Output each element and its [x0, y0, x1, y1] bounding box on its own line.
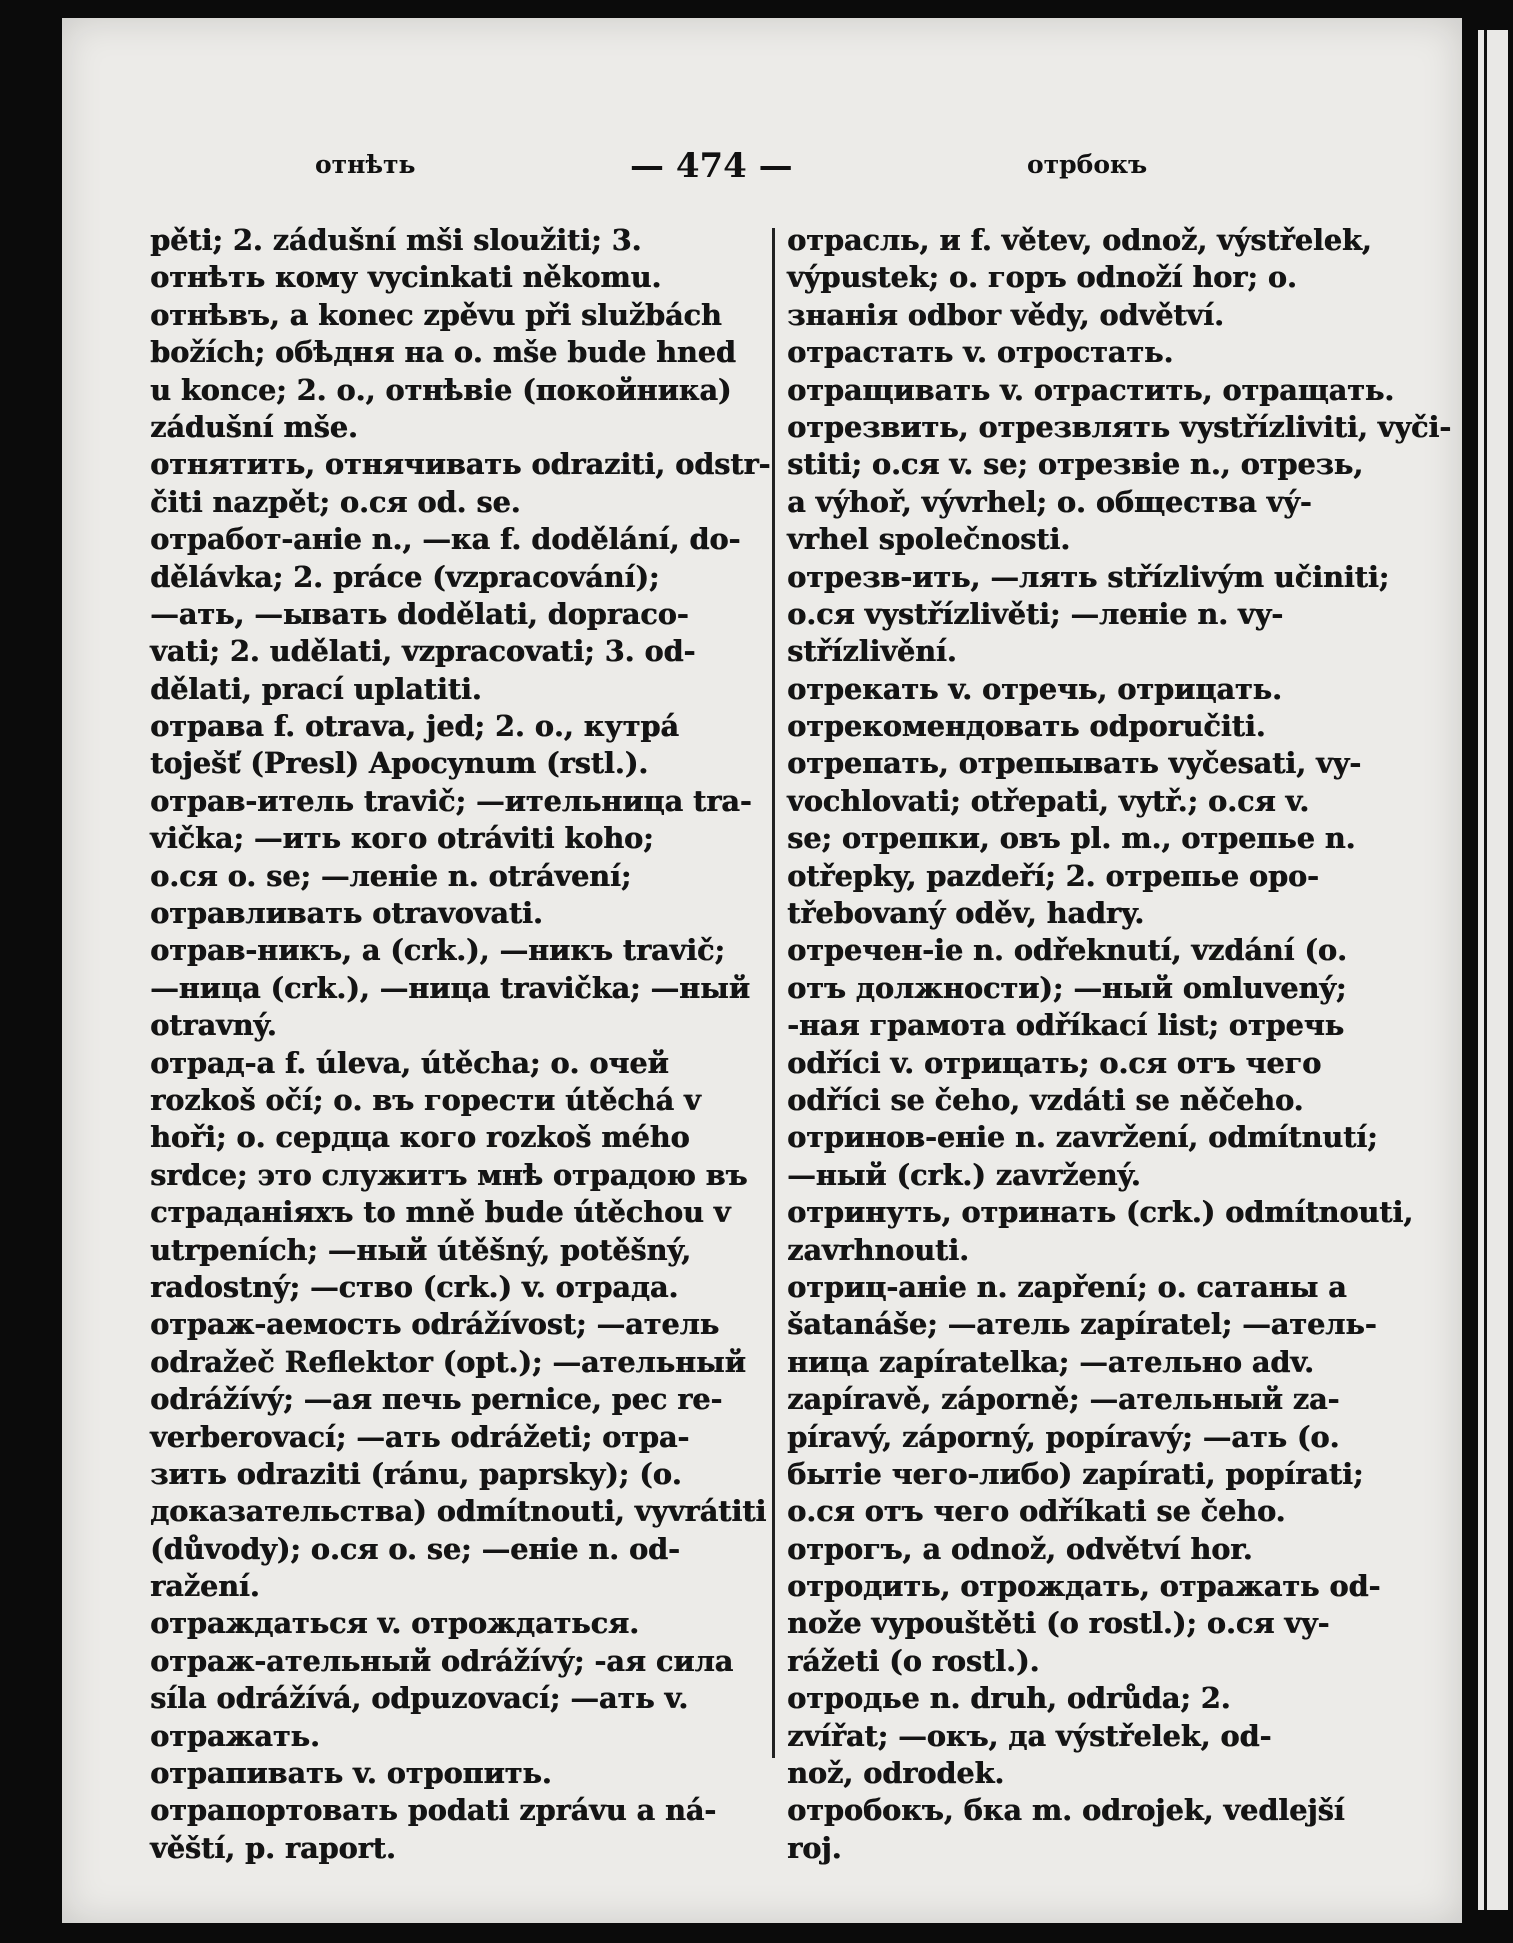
dictionary-line: radostný; —ство (crk.) v. отрада. — [150, 1269, 679, 1304]
dictionary-line: отражать. — [150, 1718, 320, 1753]
dictionary-line: отраж-аемость odrážívost; —атель — [150, 1307, 720, 1342]
dictionary-line: rážeti (o rostl.). — [787, 1643, 1040, 1678]
dictionary-line: božích; обѣдня на о. mše bude hned — [150, 335, 736, 370]
dictionary-line: отрад-а f. úleva, útěcha; о. очей — [150, 1045, 669, 1080]
dictionary-line: отрастать v. отростать. — [787, 335, 1174, 370]
dictionary-line: отринуть, отринать (crk.) odmítnouti, — [787, 1195, 1414, 1230]
dictionary-line: verberovací; —ать odrážeti; отра- — [150, 1419, 690, 1454]
dictionary-line: отрепать, отрепывать vyčesati, vy- — [787, 746, 1362, 781]
dictionary-line: отрасль, и f. větev, odnož, výstřelek, — [787, 223, 1372, 257]
dictionary-line: píravý, záporný, popíravý; —ать (о. — [787, 1419, 1340, 1454]
dictionary-line: о.ся vystřízlivěti; —леніе n. vy- — [787, 596, 1284, 631]
dictionary-line: čiti nazpět; о.ся od. se. — [150, 484, 521, 519]
dictionary-line: rozkoš očí; о. въ горести útěchá v — [150, 1082, 701, 1117]
dictionary-line: -ная грамота odříkací list; отречь — [787, 1008, 1344, 1043]
dictionary-line: otřepky, pazdeří; 2. отрепье opo- — [787, 858, 1319, 893]
dictionary-line: zvířat; —окъ, да výstřelek, od- — [787, 1718, 1272, 1753]
dictionary-line: toješť (Presl) Apocynum (rstl.). — [150, 746, 649, 781]
dictionary-line: отречен-іе n. odřeknutí, vzdání (о. — [787, 933, 1347, 968]
dictionary-line: šatanáše; —атель zapíratel; —атель- — [787, 1307, 1377, 1342]
dictionary-line: отъ должности); —ный omluvený; — [787, 970, 1347, 1005]
dictionary-line: vička; —ить кого otráviti koho; — [150, 821, 654, 856]
dictionary-line: stiti; о.ся v. se; отрезвіе n., отрезь, — [787, 447, 1364, 482]
dictionary-line: отнѣть кому vycinkati někomu. — [150, 260, 662, 295]
dictionary-line: отрав-итель travič; —ительница tra- — [150, 783, 752, 818]
page-header — [0, 146, 1513, 190]
dictionary-line: отрезвить, отрезвлять vystřízliviti, vyči- — [787, 409, 1452, 444]
dictionary-line: dělávka; 2. práce (vzpracování); — [150, 559, 660, 594]
dictionary-line: zádušní mše. — [150, 409, 358, 444]
dictionary-line: dělati, prací uplatiti. — [150, 671, 482, 706]
dictionary-line: odříci se čeho, vzdáti se něčeho. — [787, 1082, 1304, 1117]
dictionary-line: зить odraziti (ránu, paprsky); (о. — [150, 1456, 682, 1491]
right-column — [787, 222, 1452, 1867]
dictionary-line: u konce; 2. о., отнѣвіе (покойника) — [150, 372, 732, 407]
page-edge-line — [1484, 30, 1487, 1910]
dictionary-line: vochlovati; otřepati, vytř.; о.ся v. — [787, 783, 1310, 818]
dictionary-line: отрапортовать podati zprávu a ná- — [150, 1793, 717, 1828]
dictionary-line: nož, odrodek. — [787, 1756, 1005, 1791]
dictionary-line: —ать, —ывать dodělati, dopraco- — [150, 596, 689, 631]
dictionary-line: zapíravě, záporně; —ательный za- — [787, 1382, 1340, 1417]
dictionary-line: отрекать v. отречь, отрицать. — [787, 671, 1282, 706]
dictionary-line: a výhoř, vývrhel; о. общества vý- — [787, 484, 1312, 519]
dictionary-line: nože vypouštěti (o rostl.); о.ся vy- — [787, 1606, 1330, 1641]
dictionary-line: odražeč Reflektor (opt.); —ательный — [150, 1344, 746, 1379]
dictionary-line: отрава f. otrava, jed; 2. о., кутрá — [150, 709, 679, 744]
dictionary-line: pěti; 2. zádušní mši sloužiti; 3. — [150, 223, 642, 257]
dictionary-line: отринов-еніе n. zavržení, odmítnutí; — [787, 1120, 1378, 1155]
dictionary-line: отрапивать v. отропить. — [150, 1756, 552, 1791]
dictionary-line: о.ся o. se; —леніе n. otrávení; — [150, 858, 632, 893]
header-left-guide-word: отнѣть — [315, 150, 416, 179]
dictionary-line: výpustek; о. горъ odnoží hor; о. — [787, 260, 1297, 295]
page-number: — 474 — — [630, 146, 793, 186]
dictionary-line: о.ся отъ чего odříkati se čeho. — [787, 1494, 1286, 1529]
dictionary-line: střízlivění. — [787, 634, 957, 669]
dictionary-line: бытіе чего-либо) zapírati, popírati; — [787, 1456, 1364, 1491]
dictionary-line: vati; 2. udělati, vzpracovati; 3. od- — [150, 634, 696, 669]
dictionary-line: отрогъ, а odnož, odvětví hor. — [787, 1531, 1253, 1566]
dictionary-line: отнѣвъ, а konec zpěvu při službách — [150, 297, 722, 332]
dictionary-line: отращивать v. отрастить, отращать. — [787, 372, 1395, 407]
dictionary-line: отриц-аніе n. zapření; о. сатаны a — [787, 1269, 1347, 1304]
dictionary-line: отраж-ательный odrážívý; -ая сила — [150, 1643, 734, 1678]
dictionary-line: страданіяхъ to mně bude útěchou v — [150, 1195, 731, 1230]
dictionary-line: hoři; о. сердца кого rozkoš mého — [150, 1120, 690, 1155]
dictionary-line: знанія odbor vědy, odvětví. — [787, 297, 1224, 332]
header-right-guide-word: отрбокъ — [1027, 150, 1148, 179]
dictionary-line: otravný. — [150, 1008, 277, 1043]
dictionary-line: отрекомендовать odporučiti. — [787, 709, 1266, 744]
dictionary-line: síla odrážívá, odpuzovací; —ать v. — [150, 1681, 689, 1716]
dictionary-line: utrpeních; —ный útěšný, potěšný, — [150, 1232, 692, 1267]
next-page-edge — [1478, 30, 1508, 1910]
dictionary-line: ница zapíratelka; —ательно adv. — [787, 1344, 1314, 1379]
dictionary-line: roj. — [787, 1830, 842, 1865]
dictionary-line: odříci v. отрицать; о.ся отъ чего — [787, 1045, 1322, 1080]
dictionary-line: vrhel společnosti. — [787, 522, 1071, 557]
dictionary-line: отрав-никъ, а (crk.), —никъ travič; — [150, 933, 725, 968]
dictionary-line: odrážívý; —ая печь pernice, pec re- — [150, 1382, 723, 1417]
column-divider — [772, 228, 775, 1758]
dictionary-line: —ница (crk.), —ница travička; —ный — [150, 970, 750, 1005]
dictionary-line: отродить, отрождать, отражать od- — [787, 1569, 1381, 1604]
dictionary-line: srdce; это служитъ мнѣ отрадою въ — [150, 1157, 748, 1192]
dictionary-line: отрезв-ить, —лять střízlivým učiniti; — [787, 559, 1390, 594]
dictionary-line: věští, p. raport. — [150, 1830, 396, 1865]
dictionary-line: (důvody); о.ся o. se; —еніе n. od- — [150, 1531, 680, 1566]
dictionary-line: ražení. — [150, 1569, 260, 1604]
dictionary-line: třebovaný oděv, hadry. — [787, 896, 1145, 931]
dictionary-line: отродье n. druh, odrůda; 2. — [787, 1681, 1231, 1716]
dictionary-line: —ный (crk.) zavržený. — [787, 1157, 1141, 1192]
left-column — [150, 222, 771, 1867]
dictionary-line: отробокъ, бка m. odrojek, vedlejší — [787, 1793, 1345, 1828]
dictionary-line: отраждаться v. отрождаться. — [150, 1606, 639, 1641]
dictionary-line: отравливать otravovati. — [150, 896, 543, 931]
dictionary-line: доказательства) odmítnouti, vyvrátiti — [150, 1494, 767, 1529]
dictionary-line: отработ-аніе n., —ка f. dodělání, do- — [150, 522, 741, 557]
dictionary-line: zavrhnouti. — [787, 1232, 969, 1267]
dictionary-line: отнятить, отнячивать odraziti, odstr- — [150, 447, 771, 482]
dictionary-line: se; отрепки, овъ pl. m., отрепье n. — [787, 821, 1356, 856]
